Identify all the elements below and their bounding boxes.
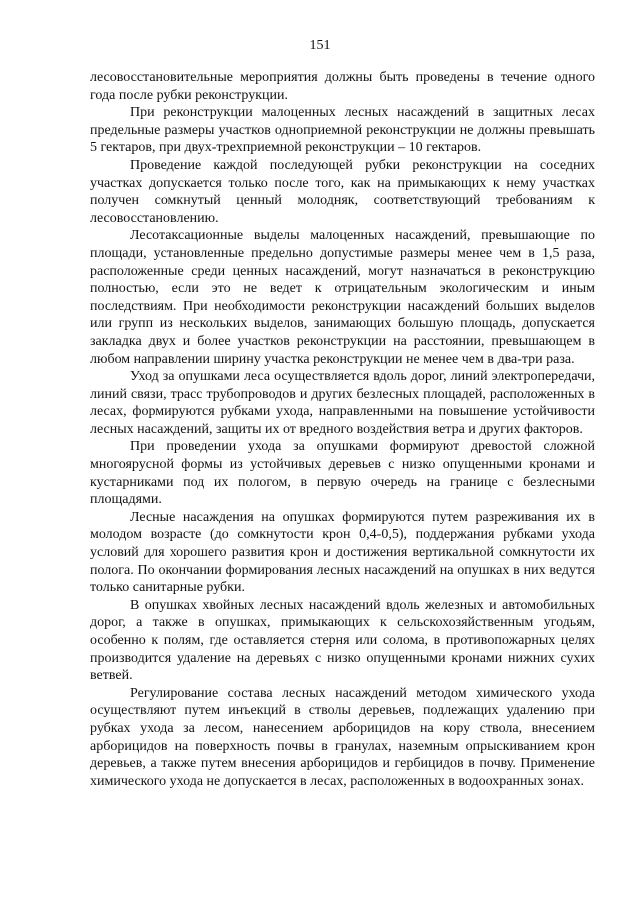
- paragraph: Проведение каждой последующей рубки реконструкции на соседних участках допускается только после того, как на примыкающих к нему участках получен сомкнутый ценный молодняк, соответствующий требованиям к лесовосстановлению.: [90, 157, 595, 226]
- paragraph: Регулирование состава лесных насаждений методом химического ухода осуществляют путем инъекций в стволы деревьев, подлежащих удалению при рубках ухода за лесом, нанесением арборицидов на кору ствола, внесением арборицидов на поверхность почвы в гранулах, наземным опрыскиванием крон деревьев, а также путем внесения арборицидов и гербицидов в почву. Применение химического ухода не допускается в лесах, расположенных в водоохранных зонах.: [90, 685, 595, 789]
- paragraph: лесовосстановительные мероприятия должны быть проведены в течение одного года после рубки реконструкции.: [90, 70, 595, 103]
- paragraph: При проведении ухода за опушками формируют древостой сложной многоярусной формы из устойчивых деревьев с низко опущенными кронами и кустарниками под их пологом, в первую очередь на границе с безлесными площадями.: [90, 439, 595, 508]
- paragraph: При реконструкции малоценных лесных насаждений в защитных лесах предельные размеры участков одноприемной реконструкции не должны превышать 5 гектаров, при двух-трехприемной реконструкции – 10 гектаров.: [90, 105, 595, 156]
- page-body: [90, 69, 595, 790]
- paragraph: Уход за опушками леса осуществляется вдоль дорог, линий электропередачи, линий связи, трасс трубопроводов и других безлесных площадей, расположенных в лесах, формируются рубками ухода, направленными на повышение устойчивости лесных насаждений, защиты их от вредного воздействия ветра и других факторов.: [90, 369, 595, 437]
- paragraph: Лесотаксационные выделы малоценных насаждений, превышающие по площади, установленные предельно допустимые размеры менее чем в 1,5 раза, расположенные среди ценных насаждений, могут назначаться в реконструкцию полностью, если это не ведет к отрицательным экологическим и иным последствиям. При необходимости реконструкции насаждений больших выделов или групп из нескольких выделов, занимающих большую площадь, допускается закладка двух и более участков реконструкции на расстоянии, превышающем в любом направлении ширину участка реконструкции не менее чем в два-три раза.: [90, 228, 595, 367]
- paragraph: В опушках хвойных лесных насаждений вдоль железных и автомобильных дорог, а также в опушках, примыкающих к сельскохозяйственным угодьям, особенно к полям, где оставляется стерня или солома, в противопожарных целях производится удаление на деревьях с низко опущенными кронами нижних сухих ветвей.: [90, 597, 595, 684]
- page-number: 151: [309, 38, 331, 53]
- paragraph: Лесные насаждения на опушках формируются путем разреживания их в молодом возрасте (до сомкнутости крон 0,4-0,5), поддержания рубками ухода условий для хорошего развития крон и достижения вертикальной сомкнутости их полога. По окончании формирования лесных насаждений на опушках в них ведутся только санитарные рубки.: [90, 509, 595, 596]
